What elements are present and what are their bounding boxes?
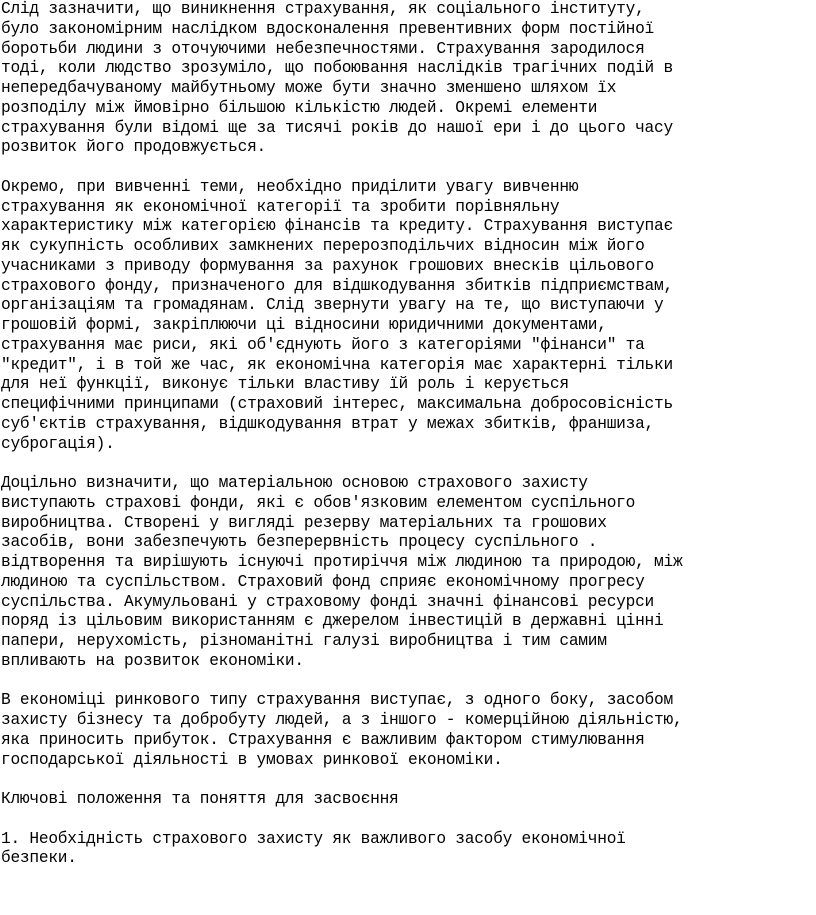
text-line: Окремо, при вивченні теми, необхідно приділити увагу вивченню <box>1 177 579 196</box>
text-line: специфічними принципами (страховий інтерес, максимальна добросовісність <box>1 395 673 413</box>
text-line: безпеки. <box>1 849 77 868</box>
paragraph-insurance-origin <box>1 0 815 158</box>
text-line: характеристику між категорією фінансів та кредиту. Страхування виступає <box>1 217 673 236</box>
text-line: "кредит", і в той же час, як економічна категорія має характерні тільки <box>1 355 673 374</box>
paragraph-market-economy <box>1 691 815 770</box>
text-line: суброгація). <box>1 434 115 453</box>
document-body <box>1 0 815 889</box>
text-line: розвиток його продовжується. <box>1 138 266 157</box>
text-line: як сукупність особливих замкнених перерозподільчих відносин між його <box>1 237 645 255</box>
paragraph-economic-category <box>1 178 815 455</box>
text-line: поряд із цільовим використанням є джерелом інвестицій в державні цінні <box>1 612 664 631</box>
text-line: для неї функції, виконує тільки властиву їй роль і керується <box>1 375 569 394</box>
text-line: впливають на розвиток економіки. <box>1 651 304 670</box>
text-line: засобів, вони забезпечують безперервність процесу суспільного . <box>1 533 598 552</box>
text-line: захисту бізнесу та добробуту людей, а з іншого - комерційною діяльністю, <box>1 711 683 729</box>
text-line: непередбачуваному майбутньому може бути значно зменшено шляхом їх <box>1 79 617 97</box>
text-line: виступають страхові фонди, які є обов'язковим елементом суспільного <box>1 493 636 512</box>
section-heading-key-concepts <box>1 790 815 810</box>
text-line: грошовій формі, закріплюючи ці відносини юридичними документами, <box>1 316 607 334</box>
text-line: розподілу між ймовірно більшою кількістю людей. Окремі елементи <box>1 98 598 117</box>
text-line: страхового фонду, призначеного для відшкодування збитків підприємствам, <box>1 276 673 295</box>
text-line: виробництва. Створені у вигляді резерву матеріальних та грошових <box>1 513 607 532</box>
text-line: страхування були відомі ще за тисячі років до нашої ери і до цього часу <box>1 118 673 137</box>
text-line: тоді, коли людство зрозуміло, що побоювання наслідків трагічних подій в <box>1 59 673 78</box>
paragraph-insurance-funds <box>1 474 815 672</box>
text-line: організаціям та громадянам. Слід звернути увагу на те, що виступаючи у <box>1 296 664 315</box>
text-line: Ключові положення та поняття для засвоєння <box>1 790 399 808</box>
text-line: папери, нерухомість, різноманітні галузі виробництва і тим самим <box>1 632 607 650</box>
text-line: відтворення та вирішують існуючі протиріччя між людиною та природою, між <box>1 553 683 571</box>
text-line: боротьби людини з оточуючими небезпечностями. Страхування зародилося <box>1 39 645 58</box>
list-item-1 <box>1 830 815 870</box>
text-line: господарської діяльності в умовах ринкової економіки. <box>1 750 503 769</box>
text-line: яка приносить прибуток. Страхування є важливим фактором стимулювання <box>1 730 645 749</box>
text-line: Доцільно визначити, що матеріальною основою страхового захисту <box>1 474 588 492</box>
text-line: суб'єктів страхування, відшкодування втрат у межах збитків, франшиза, <box>1 414 655 433</box>
text-line: страхування має риси, які об'єднують його з категоріями "фінанси" та <box>1 335 645 354</box>
text-line: страхування як економічної категорії та зробити порівняльну <box>1 197 560 216</box>
text-line: Слід зазначити, що виникнення страхування, як соціального інституту, <box>1 0 645 18</box>
text-line: учасниками з приводу формування за рахунок грошових внесків цільового <box>1 256 655 275</box>
text-line: 1. Необхідність страхового захисту як важливого засобу економічної <box>1 829 626 848</box>
text-line: людиною та суспільством. Страховий фонд сприяє економічному прогресу <box>1 572 645 591</box>
text-line: В економіці ринкового типу страхування виступає, з одного боку, засобом <box>1 691 673 710</box>
text-line: суспільства. Акумульовані у страховому фонді значні фінансові ресурси <box>1 592 655 611</box>
text-line: було закономірним наслідком вдосконалення превентивних форм постійної <box>1 19 655 38</box>
